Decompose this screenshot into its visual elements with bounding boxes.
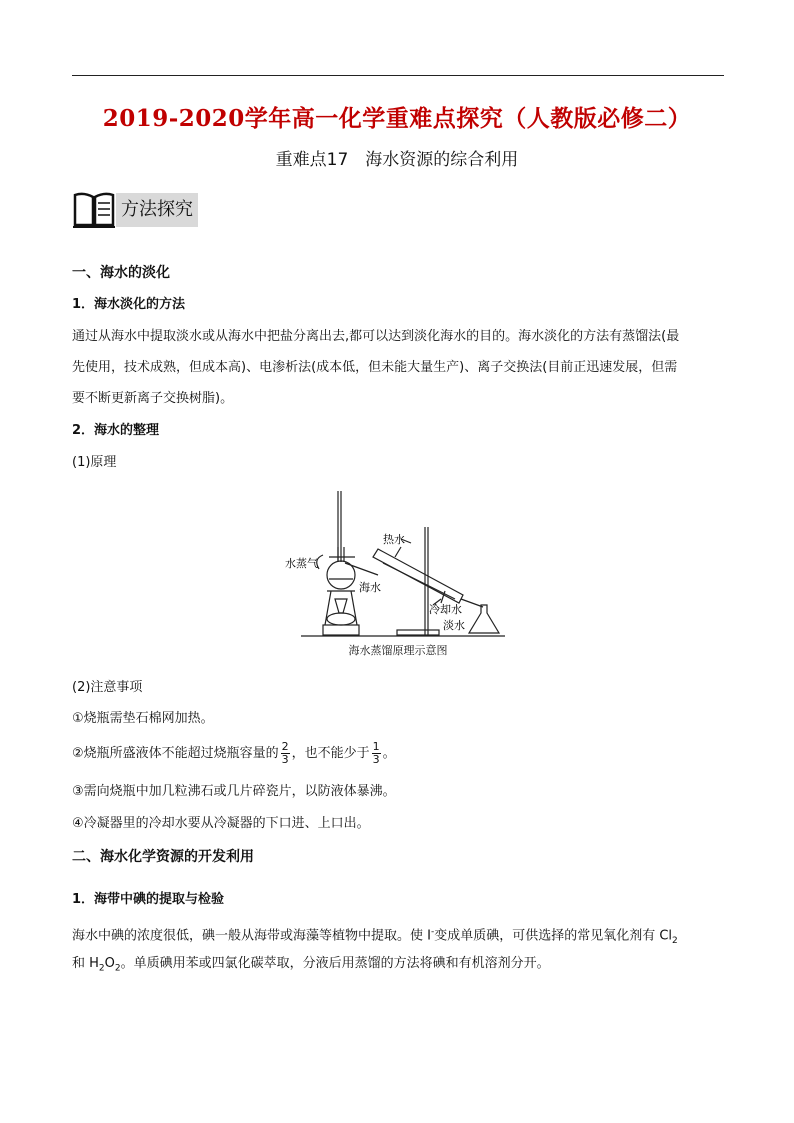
note2-text-b: ，也不能少于 (291, 746, 370, 761)
principle-label: (1)原理 (72, 455, 117, 470)
label-cooling-water: 冷却水 (429, 603, 462, 616)
label-seawater: 海水 (359, 581, 381, 594)
note2-text-c: 。 (382, 746, 396, 761)
method-banner (72, 187, 198, 233)
subscript: 2 (98, 963, 105, 974)
top-rule (72, 75, 724, 76)
note-1: ①烧瓶需垫石棉网加热。 (72, 711, 214, 726)
para-line2: 先使用，技术成熟，但成本高)、电渗析法(成本低，但未能大量生产)、离子交换法(目前正迅速发展，但需 (72, 360, 678, 375)
superscript: - (430, 927, 435, 937)
book-icon (72, 191, 116, 229)
distillation-figure (283, 487, 513, 662)
fraction-one-third (372, 741, 381, 766)
fraction-numerator: 1 (372, 740, 380, 753)
section1-sub2: 2．海水的整理 (72, 423, 160, 438)
figure-caption: 海水蒸馏原理示意图 (348, 644, 448, 657)
section1-heading: 一、海水的淡化 (72, 265, 170, 281)
section1-sub1: 1．海水淡化的方法 (72, 297, 186, 312)
fraction-numerator: 2 (281, 740, 289, 753)
para-line3: 要不断更新离子交换树脂)。 (72, 391, 234, 406)
label-fresh-water: 淡水 (443, 619, 465, 632)
note-4: ④冷凝器里的冷却水要从冷凝器的下口进、上口出。 (72, 816, 370, 831)
subscript: 2 (672, 935, 678, 946)
note2-text-a: ②烧瓶所盛液体不能超过烧瓶容量的 (72, 746, 279, 761)
distillation-apparatus-diagram (283, 487, 513, 637)
fraction-denominator: 3 (281, 753, 289, 766)
section2-para-line2 (72, 949, 727, 984)
document-subtitle: 重难点17 海水资源的综合利用 (275, 150, 519, 170)
banner-label: 方法探究 (116, 193, 198, 227)
text-run: 海水中碘的浓度很低，碘一般从海带或海藻等植物中提取。使 I (72, 928, 431, 944)
note-3: ③需向烧瓶中加几粒沸石或几片碎瓷片，以防液体暴沸。 (72, 784, 396, 799)
text-run: O (104, 956, 115, 971)
note-2 (72, 736, 727, 772)
text-run: 变成单质碘，可供选择的常见氧化剂有 Cl (434, 928, 673, 944)
label-steam: 水蒸气 (285, 557, 318, 570)
section2-heading: 二、海水化学资源的开发利用 (72, 849, 254, 865)
text-run: 。单质碘用苯或四氯化碳萃取，分液后用蒸馏的方法将碘和有机溶剂分开。 (120, 956, 550, 971)
subscript: 2 (114, 963, 121, 974)
section2-sub1: 1．海带中碘的提取与检验 (72, 892, 225, 907)
document-title: 2019-2020学年高一化学重难点探究（人教版必修二） (102, 105, 692, 132)
notes-heading: (2)注意事项 (72, 680, 143, 695)
para-line1: 通过从海水中提取淡水或从海水中把盐分离出去,都可以达到淡化海水的目的。海水淡化的方法有蒸馏法(最 (72, 329, 680, 344)
fraction-denominator: 3 (372, 753, 380, 766)
text-run: 和 H (72, 956, 99, 971)
label-hot-water: 热水 (383, 533, 405, 546)
fraction-two-thirds (281, 741, 290, 766)
